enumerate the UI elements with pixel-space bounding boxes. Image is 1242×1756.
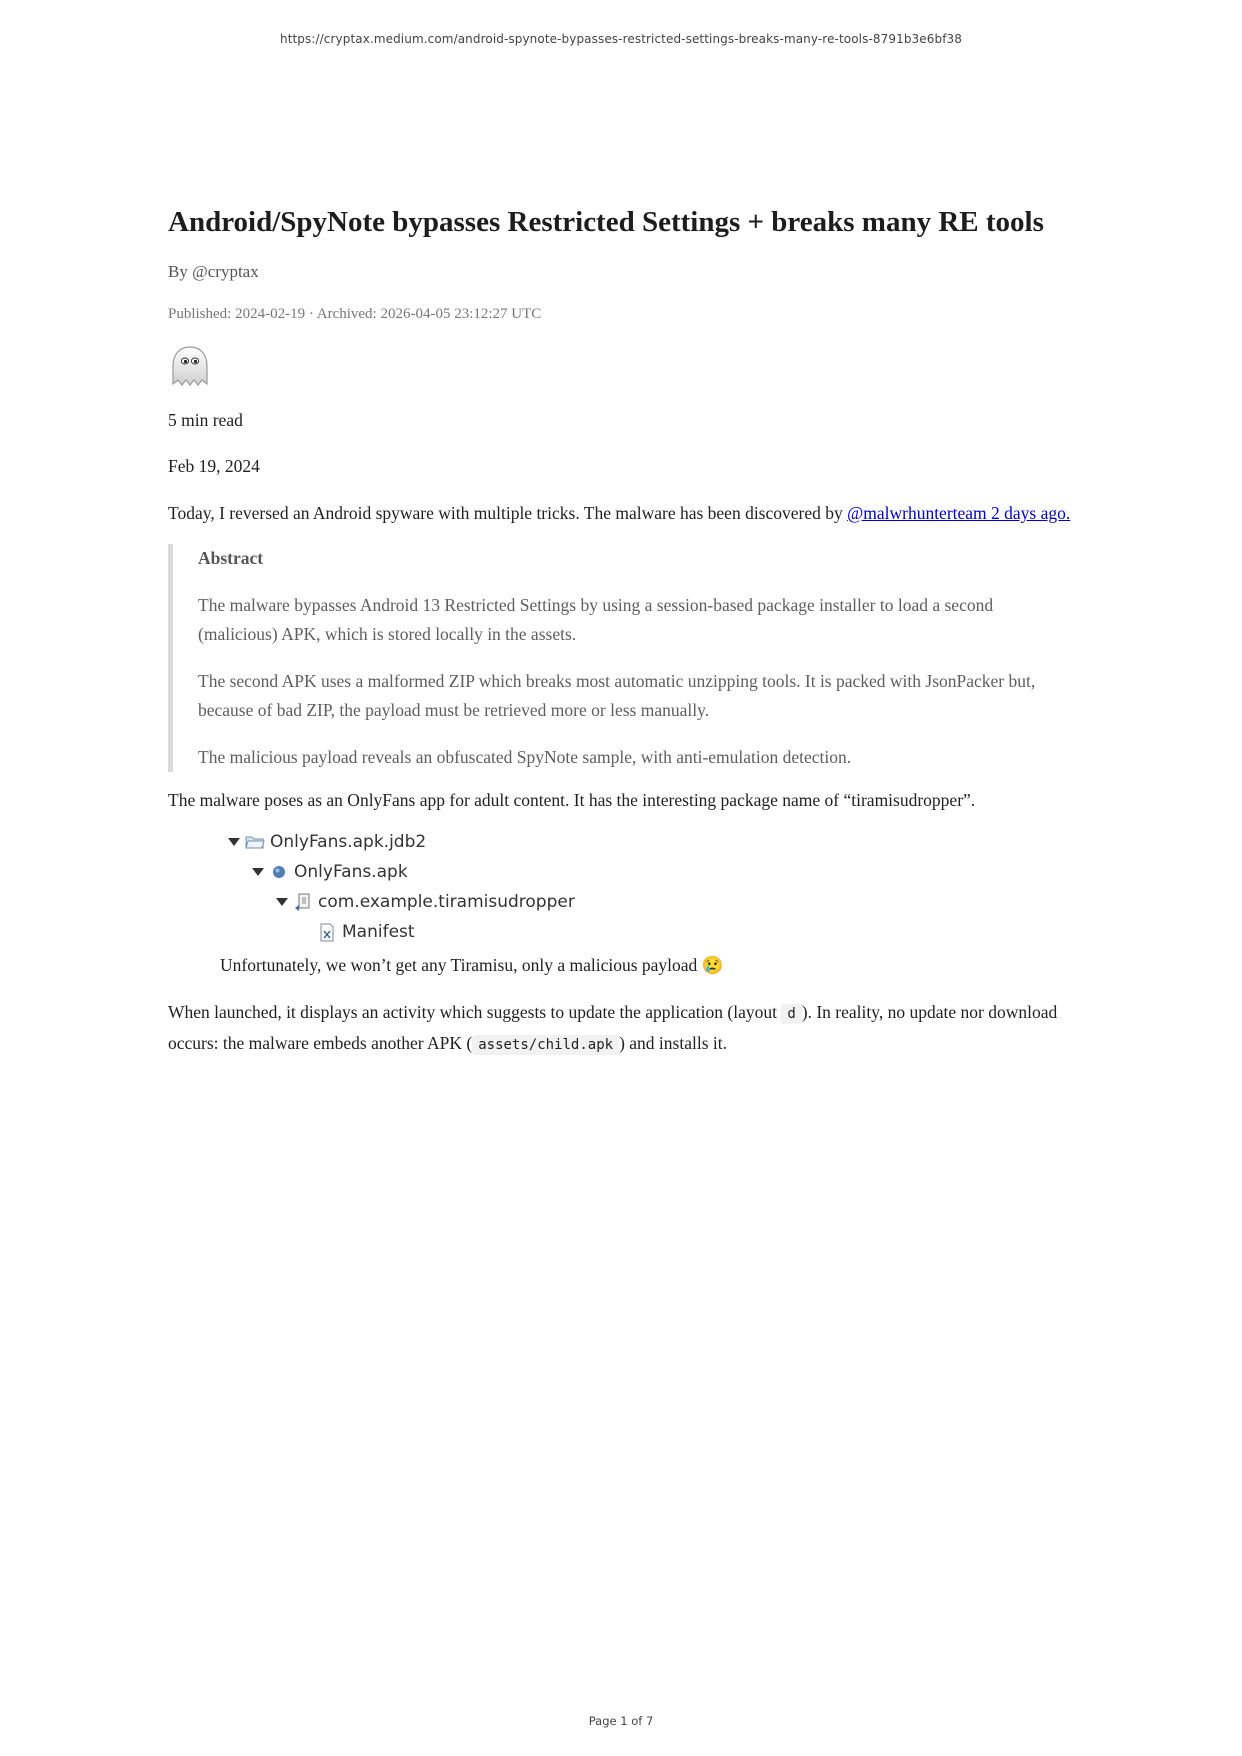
launch-text: When launched, it displays an activity which suggests to update the application (layout [168,1002,782,1022]
intro-text: Today, I reversed an Android spyware with multiple tricks. The malware has been discovered by [168,503,848,523]
tree-label: OnlyFans.apk.jdb2 [270,832,427,852]
manifest-icon [316,923,338,942]
ghost-icon [168,344,212,388]
expand-arrow-icon [224,837,244,847]
abstract-title: Abstract [198,548,264,568]
tree-row [224,917,1076,947]
apk-tree-screenshot [224,827,1076,947]
article-title: Android/SpyNote bypasses Restricted Settings + breaks many RE tools [168,206,1044,238]
page-number: Page 1 of 7 [588,1714,654,1728]
package-icon [292,892,314,912]
folder-icon [244,834,266,850]
article-date: Feb 19, 2024 [168,456,260,476]
poses-paragraph: The malware poses as an OnlyFans app for adult content. It has the interesting package name of “tiramisudropper”. [168,790,976,810]
malwrhunterteam-link[interactable]: @malwrhunterteam 2 days ago. [847,503,1071,523]
launch-text: ) and installs it. [619,1033,727,1053]
tree-row [224,827,1076,857]
abstract-paragraph: The malicious payload reveals an obfuscated SpyNote sample, with anti-emulation detection. [198,747,852,767]
author-byline: By @cryptax [168,262,259,281]
intro-paragraph [168,499,1076,528]
tree-label: Manifest [342,922,415,942]
article-content [168,198,1076,1060]
abstract-blockquote [168,544,1076,772]
caption-text: Unfortunately, we won’t get any Tiramisu, only a malicious payload [220,955,702,975]
apk-dot-icon [268,865,290,879]
abstract-paragraph: The malware bypasses Android 13 Restricted Settings by using a session-based package installer to load a second (malicious) APK, which is stored locally in the assets. [198,595,994,644]
abstract-paragraph: The second APK uses a malformed ZIP which breaks most automatic unzipping tools. It is packed with JsonPacker but, because of bad ZIP, the payload must be retrieved more or less manually. [198,671,1036,720]
image-caption [220,951,1076,980]
tree-label: com.example.tiramisudropper [318,892,575,912]
read-time: 5 min read [168,410,243,430]
inline-code: d [781,1004,801,1024]
inline-code: assets/child.apk [472,1035,619,1055]
launch-text: ). In reality, no update nor download occurs: the malware embeds another APK ( [168,1002,1058,1053]
tree-row [224,887,1076,917]
launch-paragraph [168,998,1076,1060]
tree-row [224,857,1076,887]
publish-meta: Published: 2024-02-19 · Archived: 2026-04-05 23:12:27 UTC [168,306,542,322]
expand-arrow-icon [248,867,268,877]
expand-arrow-icon [272,897,292,907]
crying-face-emoji: 😢 [701,955,724,975]
page-url-header: https://cryptax.medium.com/android-spynote-bypasses-restricted-settings-breaks-many-re-tools-8791b3e6bf38 [279,32,963,46]
tree-label: OnlyFans.apk [294,862,408,882]
